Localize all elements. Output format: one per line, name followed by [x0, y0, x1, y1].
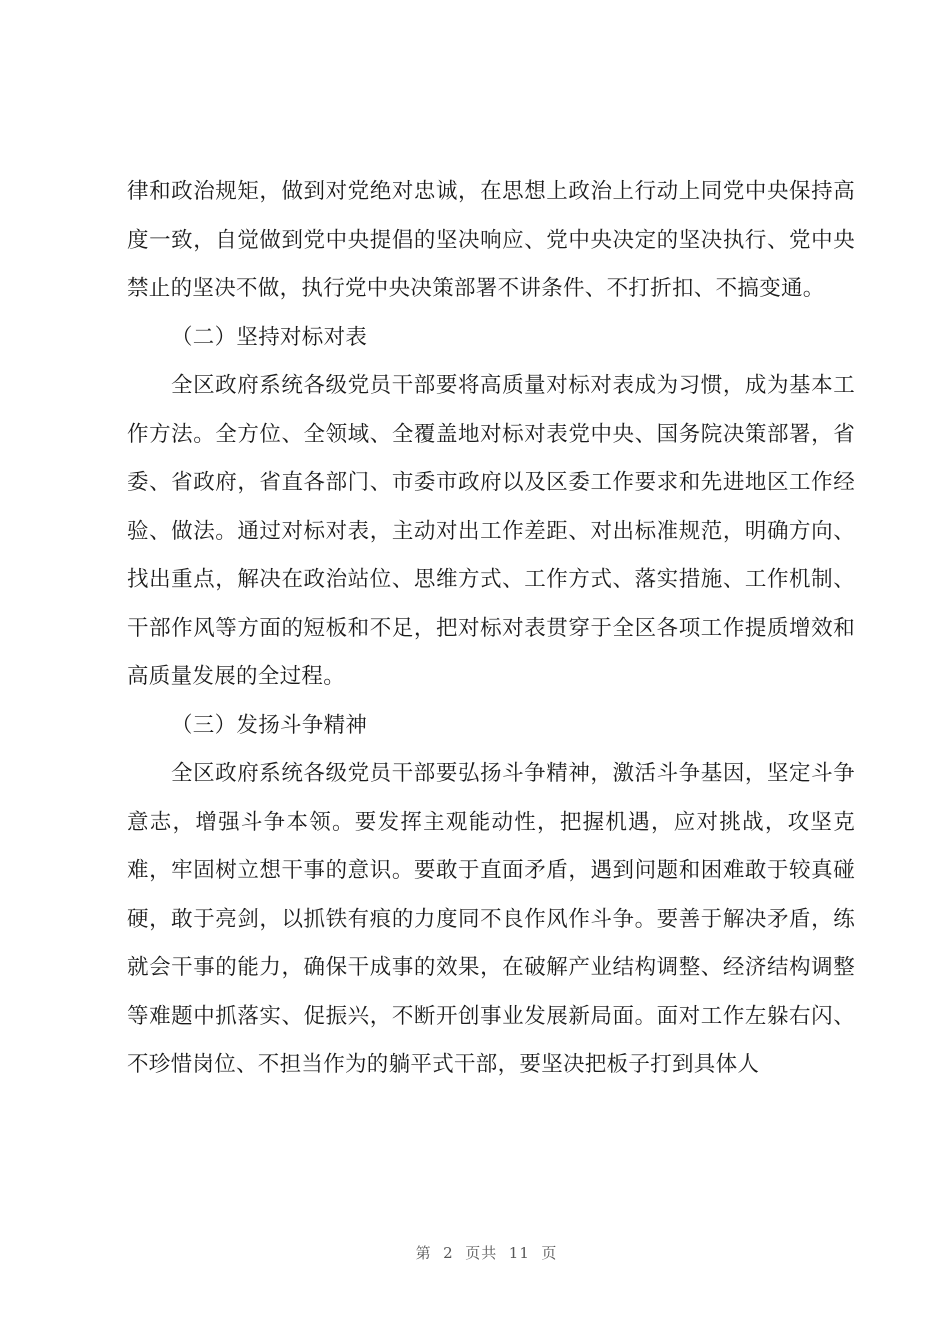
- section-heading-2: （二）坚持对标对表: [171, 324, 368, 350]
- section-heading-3: （三）发扬斗争精神: [171, 712, 368, 738]
- paragraph-benchmarking: 全区政府系统各级党员干部要将高质量对标对表成为习惯，成为基本工作方法。全方位、全领域、全覆盖地对标对表党中央、国务院决策部署，省委、省政府，省直各部门、市委市政府以及区委工作要求和先进地区工作经验、做法。通过对标对表，主动对出工作差距、对出标准规范，明确方向、找出重点，解决在政治站位、思维方式、工作方式、落实措施、工作机制、干部作风等方面的短板和不足，把对标对表贯穿于全区各项工作提质增效和高质量发展的全过程。: [127, 373, 855, 689]
- page-number-label: 第 2 页共 11 页: [415, 1244, 558, 1262]
- paragraph-continuation: 律和政治规矩，做到对党绝对忠诚，在思想上政治上行动上同党中央保持高度一致，自觉做到党中央提倡的坚决响应、党中央决定的坚决执行、党中央禁止的坚决不做，执行党中央决策部署不讲条件、不打折扣、不搞变通。: [127, 179, 855, 301]
- document-body: [127, 168, 855, 1090]
- paragraph-struggle-spirit: 全区政府系统各级党员干部要弘扬斗争精神，激活斗争基因，坚定斗争意志，增强斗争本领。要发挥主观能动性，把握机遇，应对挑战，攻坚克难，牢固树立想干事的意识。要敢于直面矛盾，遇到问题和困难敢于较真碰硬，敢于亮剑，以抓铁有痕的力度同不良作风作斗争。要善于解决矛盾，练就会干事的能力，确保干成事的效果，在破解产业结构调整、经济结构调整等难题中抓落实、促振兴，不断开创事业发展新局面。面对工作左躲右闪、不珍惜岗位、不担当作为的躺平式干部，要坚决把板子打到具体人: [127, 761, 855, 1077]
- page-footer: [0, 1224, 950, 1281]
